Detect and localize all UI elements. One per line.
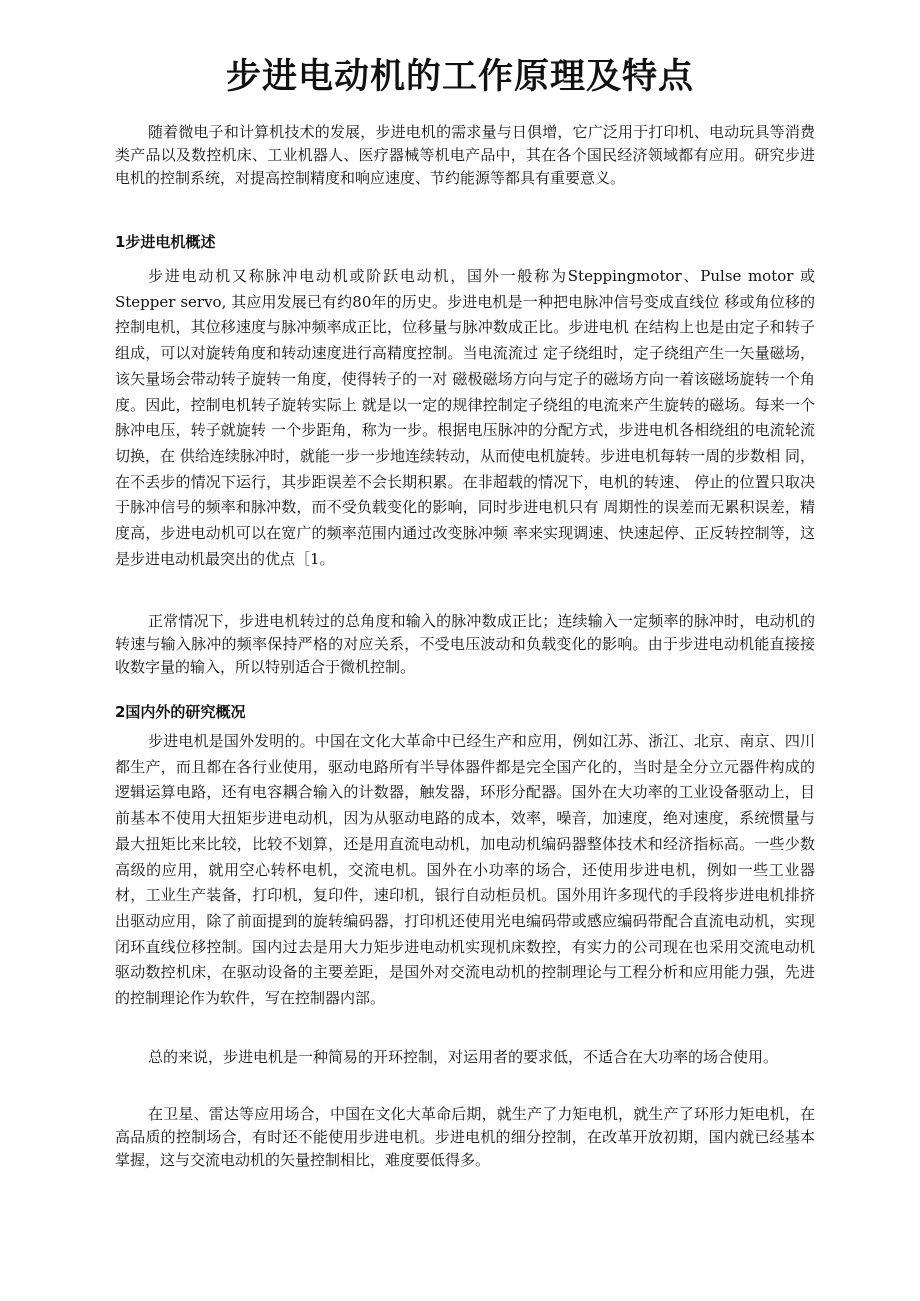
section-1-heading: 1步进电机概述 xyxy=(115,233,216,251)
section-2-paragraph-2: 总的来说，步进电机是一种简易的开环控制，对运用者的要求低，不适合在大功率的场合使用。 xyxy=(148,1048,779,1066)
section-2-paragraph-3: 在卫星、雷达等应用场合，中国在文化大革命后期，就生产了力矩电机，就生产了环形力矩电机，在高品质的控制场合，有时还不能使用步进电机。步进电机的细分控制，在改革开放初期，国内就已经基本掌握，这与交流电动机的矢量控制相比，难度要低得多。 xyxy=(115,1105,815,1169)
section-1-paragraph-1: 步进电动机又称脉冲电动机或阶跃电动机，国外一般称为Steppingmotor、Pulse motor 或 Stepper servo, 其应用发展已有约80年的历史。步进电机是一种把电脉冲信号变成直线位 移或角位移的控制电机，其位移速度与脉冲频率成正比，位移量与脉冲数成正比。步进电机 在结构上也是由定子和转子组成，可以对旋转角度和转动速度进行高精度控制。当电流流过 定子绕组时，定子绕组产生一矢量磁场，该矢量场会带动转子旋转一角度，使得转子的一对 磁极磁场方向与定子的磁场方向一着该磁场旋转一个角度。因此，控制电机转子旋转实际上 就是以一定的规律控制定子绕组的电流来产生旋转的磁场。每来一个脉冲电压，转子就旋转 一个步距角，称为一步。根据电压脉冲的分配方式，步进电机各相绕组的电流轮流切换，在 供给连续脉冲时，就能一步一步地连续转动，从而使电机旋转。步进电机每转一周的步数相 同，在不丢步的情况下运行，其步距误差不会长期积累。在非超载的情况下，电机的转速、 停止的位置只取决于脉冲信号的频率和脉冲数，而不受负载变化的影响，同时步进电机只有 周期性的误差而无累积误差，精度高，步进电动机可以在宽广的频率范围内通过改变脉冲频 率来实现调速、快速起停、正反转控制等，这是步进电动机最突出的优点［1。 xyxy=(115,267,815,568)
section-2-paragraph-1: 步进电机是国外发明的。中国在文化大革命中已经生产和应用，例如江苏、浙江、北京、南京、四川都生产，而且都在各行业使用，驱动电路所有半导体器件都是完全国产化的，当时是全分立元器件构成的逻辑运算电路，还有电容耦合输入的计数器，触发器，环形分配器。国外在大功率的工业设备驱动上，目前基本不使用大扭矩步进电动机，因为从驱动电路的成本，效率，噪音，加速度，绝对速度，系统惯量与最大扭矩比来比较，比较不划算，还是用直流电动机，加电动机编码器整体技术和经济指标高。一些少数高级的应用，就用空心转杯电机，交流电机。国外在小功率的场合，还使用步进电机，例如一些工业器材，工业生产装备，打印机，复印件，速印机，银行自动柜员机。国外用许多现代的手段将步进电机排挤出驱动应用，除了前面提到的旋转编码器，打印机还使用光电编码带或感应编码带配合直流电动机，实现闭环直线位移控制。国内过去是用大力矩步进电动机实现机床数控，有实力的公司现在也采用交流电动机驱动数控机床，在驱动设备的主要差距，是国外对交流电动机的控制理论与工程分析和应用能力强，先进的控制理论作为软件，写在控制器内部。 xyxy=(115,732,815,1008)
section-1-paragraph-2: 正常情况下，步进电机转过的总角度和输入的脉冲数成正比；连续输入一定频率的脉冲时，电动机的转速与输入脉冲的频率保持严格的对应关系，不受电压波动和负载变化的影响。由于步进电动机能直接接收数字量的输入，所以特别适合于微机控制。 xyxy=(115,612,815,676)
section-2-heading: 2国内外的研究概况 xyxy=(115,703,246,721)
document-title: 步进电动机的工作原理及特点 xyxy=(225,57,694,97)
intro-paragraph: 随着微电子和计算机技术的发展，步进电机的需求量与日俱增，它广泛用于打印机、电动玩具等消费类产品以及数控机床、工业机器人、医疗器械等机电产品中，其在各个国民经济领域都有应用。研究步进电机的控制系统，对提高控制精度和响应速度、节约能源等都具有重要意义。 xyxy=(115,123,815,187)
